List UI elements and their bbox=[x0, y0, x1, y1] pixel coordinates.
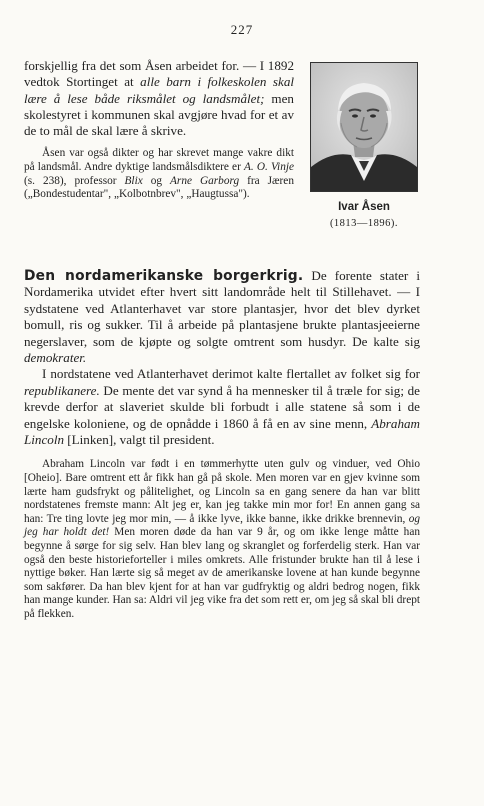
portrait-image-icon bbox=[311, 63, 417, 191]
portrait-photo bbox=[310, 62, 418, 192]
intro-text-column bbox=[24, 58, 294, 202]
section-civil-war: Den nordamerikanske borgerkrig. De forente stater i Nordamerika utvidet efter hvert sitt landområde helt til Stillehavet. — I sydstatene ved Atlanterhavet var store plantasjer, hvor det blev dyrket bomull, ris og sukker. Til å arbeide på plantasjene brukte plantasjeeierne negerslaver, som de kjøpte og solgte omtrent som husdyr. De kalte sig demokrater. I nordstatene ved Atlanterhavet derimot kalte flertallet av folket sig for republikanere. De mente det var synd å ha mennesker til å træle for sig; de krevde derfor at slaveriet skulde bli forbudt i alle statene så som i de engelske koloniene, og de opnådde i 1860 å få en av sine menn, Abraham Lincoln [Linken], valgt til president. Abraham Lincoln var født i en tømmerhytte uten gulv og vinduer, ved Ohio [Oheio]. Bare omtrent ett år fikk han gå på skole. Men moren var en gjev kvinne som lærte ham gudsfrykt og pålitelighet, og Lincoln sa en gang senere da han var blitt nordstatenes fremste mann: Alt jeg er, kan jeg takke min mor for! En annen gang sa han: Tre ting lovte jeg mor min, — å ikke lyve, ikke banne, ikke drikke brennevin, og jeg har holdt det! Men moren døde da han var 9 år, og om ikke lenge måtte han begynne å sørge for sig selv. Han blev lang og skranglet og forferdelig sterk. Han var også den beste historieforteller i miles omkrets. Alle fristunder brukte han til å lese i nyttige bøker. Han lærte sig så meget av de amerikanske lovene at han kunde begynne som sakfører. Da han blev kjent for at han var gudfryktig og aldri bedrog nogen, fikk han mange kunder. Han sa: Aldri vil jeg vike fra det som rett er, om jeg så skal bli drept på flekken. bbox=[24, 268, 420, 620]
section-paragraph-3: Abraham Lincoln var født i en tømmerhytte uten gulv og vinduer, ved Ohio [Oheio]. Bare omtrent ett år fikk han gå på skole. Men moren var en gjev kvinne som lærte ham gudsfrykt og pålitelighet, og Lincoln sa en gang senere da han var blitt nordstatenes fremste mann: Alt jeg er, kan jeg takke min mor for! En annen gang sa han: Tre ting lovte jeg mor min, — å ikke lyve, ikke banne, ikke drikke brennevin, og jeg har holdt det! Men moren døde da han var 9 år, og om ikke lenge måtte han begynne å sørge for sig selv. Han blev lang og skranglet og forferdelig sterk. Han var også den beste historieforteller i miles omkrets. Alle fristunder brukte han til å lese i nyttige bøker. Han lærte sig så meget av de amerikanske lovene at han kunde begynne som sakfører. Da han blev kjent for at han var gudfryktig og aldri bedrog nogen, fikk han mange kunder. Han sa: Aldri vil jeg vike fra det som rett er, om jeg så skal bli drept på flekken. bbox=[24, 458, 420, 620]
page-number: 227 bbox=[230, 22, 254, 37]
section-paragraph-2: I nordstatene ved Atlanterhavet derimot kalte flertallet av folket sig for republikanere. De mente det var synd å ha mennesker til å træle for sig; de krevde derfor at slaveriet skulde bli forbudt i alle statene så som i de engelske koloniene, og de opnådde i 1860 å få en av sine menn, Abraham Lincoln [Linken], valgt til president. bbox=[24, 366, 420, 448]
portrait-caption-name: Ivar Åsen bbox=[338, 201, 390, 213]
intro-paragraph-2: Åsen var også dikter og har skrevet mange vakre dikt på landsmål. Andre dyktige landsmålsdiktere er A. O. Vinje (s. 238), professor Blix og Arne Garborg fra Jæren („Bondestudentar", „Kolbotnbrev", „Haugtussa"). bbox=[24, 147, 294, 201]
portrait-caption-years: (1813—1896). bbox=[329, 218, 399, 229]
section-heading: Den nordamerikanske borgerkrig. bbox=[24, 268, 304, 284]
intro-paragraph-1: forskjellig fra det som Åsen arbeidet for. — I 1892 vedtok Stortinget at alle barn i folkeskolen skal lære å lese både riksmålet og landsmålet; men skolestyret i kommunen skal avgjøre hvad for et av de to mål de skal lære å skrive. bbox=[24, 58, 294, 139]
